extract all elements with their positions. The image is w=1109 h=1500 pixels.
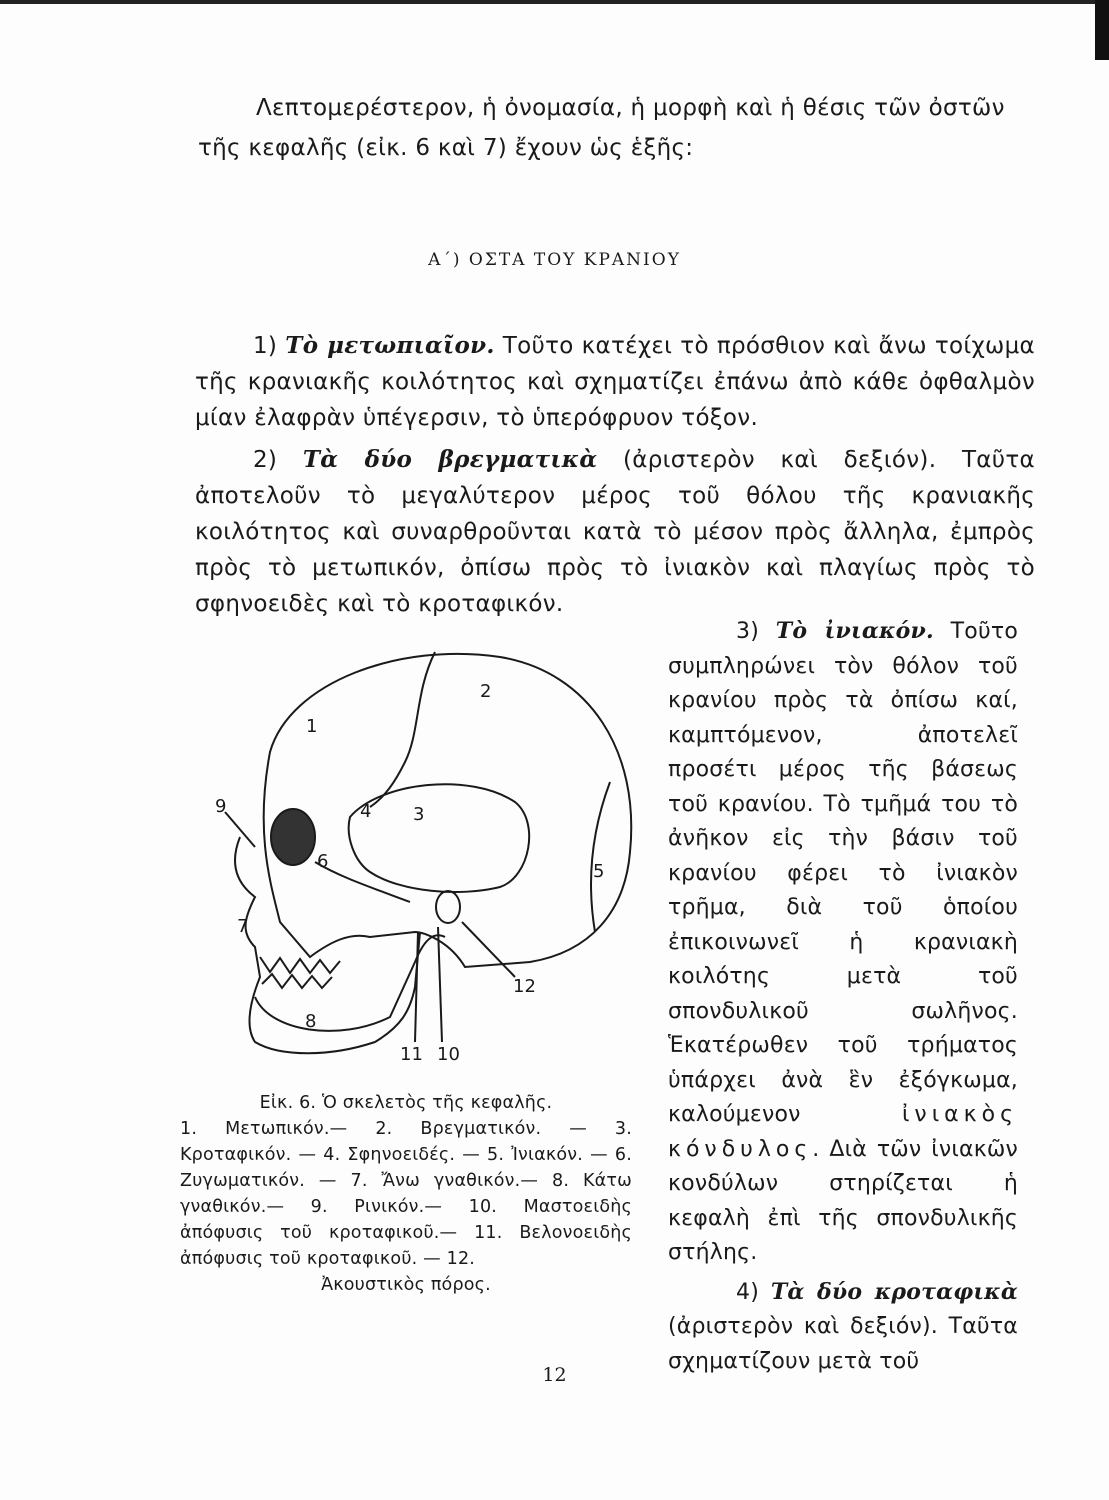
paragraph-title: Τὸ μετωπιαῖον.	[285, 332, 495, 359]
paragraph-number: 4)	[736, 1279, 759, 1305]
nasal-pointer	[225, 812, 255, 847]
figure-label: 12	[513, 976, 536, 997]
temporal-outline	[349, 784, 529, 892]
zygomatic-arch	[315, 862, 410, 902]
intro-line-1: Λεπτομερέστερον, ἡ ὀνομασία, ἡ μορφὴ καὶ ἡ θέσις τῶν ὀστῶν	[256, 95, 1005, 121]
lower-teeth	[262, 974, 332, 988]
figure-caption	[180, 1090, 632, 1298]
caption-title: Εἰκ. 6. Ὁ σκελετὸς τῆς κεφαλῆς.	[259, 1093, 553, 1113]
paragraph-frontal	[195, 328, 1035, 436]
intro-line-2: τῆς κεφαλῆς (εἰκ. 6 καὶ 7) ἔχουν ὡς ἑξῆς:	[198, 135, 694, 161]
coronal-suture	[370, 652, 435, 807]
intro-paragraph	[198, 88, 1038, 168]
paragraph-title: Τὰ δύο βρεγματικὰ	[302, 446, 598, 473]
cranium-outline	[264, 654, 632, 967]
skull-illustration	[200, 632, 640, 1072]
orbit	[271, 809, 315, 865]
figure-label: 1	[306, 716, 318, 737]
lambdoid-suture	[591, 782, 610, 932]
caption-last-line: Ἀκουστικὸς πόρος.	[321, 1275, 491, 1295]
paragraph-text: Τοῦτο συμπληρώνει τὸν θόλον τοῦ κρανίου πρὸς τὰ ὀπίσω καί, καμπτόμενον, ἀποτελεῖ προσέτι μέρος τῆς βάσεως τοῦ κρανίου. Τὸ τμῆμά του τὸ ἀνῆκον εἰς τὴν βάσιν τοῦ κρανίου φέρει τὸ ἰνιακὸν τρῆμα, διὰ τοῦ ὁποίου ἐπικοινωνεῖ ἡ κρανιακὴ κοιλότης μετὰ τοῦ σπονδυλικοῦ σωλῆνος. Ἑκατέρωθεν τοῦ τρήματος ὑπάρχει ἀνὰ ἓν ἐξόγκωμα, καλούμενον	[668, 619, 1018, 1127]
figure-label: 10	[437, 1044, 460, 1065]
figure-label: 9	[215, 796, 227, 817]
figure-label: 8	[305, 1011, 317, 1032]
figure-label: 2	[480, 681, 492, 702]
right-column	[668, 614, 1018, 1379]
paragraph-occipital	[668, 614, 1018, 1271]
mastoid-process	[438, 927, 442, 1042]
figure-label: 11	[400, 1044, 423, 1065]
paragraph-text: Τοῦτο κατέχει τὸ πρόσθιον καὶ ἄνω τοίχωμα τῆς κρανιακῆς κοιλότητος καὶ σχηματίζει ἐπάνω ἀπὸ κάθε ὀφθαλμὸν μίαν ἐλαφρὰν ὑπέγερσιν, τὸ ὑπερόφρυον τόξον.	[195, 333, 1035, 431]
figure-label: 6	[317, 851, 329, 872]
paragraph-title: Τὸ ἰνιακόν.	[775, 618, 934, 644]
paragraph-title: Τὰ δύο κροταφικὰ	[770, 1278, 1018, 1305]
paragraph-number: 2)	[253, 447, 278, 473]
figure-label: 5	[593, 861, 605, 882]
ear-canal	[436, 891, 460, 923]
caption-body: 1. Μετωπικόν.— 2. Βρεγματικόν. — 3. Κροταφικόν. — 4. Σφηνοειδές. — 5. Ἰνιακόν. — 6. Ζυγωματικόν. — 7. Ἄνω γναθικόν.— 8. Κάτω γναθικόν.— 9. Ρινικόν.— 10. Μαστοειδὴς ἀπόφυσις τοῦ κροταφικοῦ.— 11. Βελονοειδὴς ἀπόφυσις τοῦ κροταφικοῦ. — 12.	[180, 1119, 632, 1269]
paragraph-text: (ἀριστερὸν καὶ δεξιόν). Ταῦτα σχηματίζουν μετὰ τοῦ	[668, 1314, 1018, 1374]
section-heading: Α΄) ΟΣΤΑ ΤΟΥ ΚΡΑΝΙΟΥ	[428, 250, 681, 270]
spaced-term: ἰνιακὸς κόνδυλος	[668, 1102, 1018, 1162]
paragraph-number: 3)	[736, 619, 759, 644]
figure-label: 7	[237, 916, 249, 937]
paragraph-text: (ἀριστερὸν καὶ δεξιόν). Ταῦτα ἀποτελοῦν τὸ μεγαλύτερον μέρος τοῦ θόλου τῆς κρανιακῆς κοιλότητος καὶ συναρθροῦνται κατὰ τὸ μέσον πρὸς ἄλληλα, ἐμπρὸς πρὸς τὸ μετωπικόν, ὀπίσω πρὸς τὸ ἰνιακὸν καὶ πλαγίως πρὸς τὸ σφηνοειδὲς καὶ τὸ κροταφικόν.	[195, 447, 1035, 617]
scan-edge-right	[1095, 0, 1109, 60]
paragraph-number: 1)	[253, 333, 278, 359]
paragraph-parietal	[195, 442, 1035, 622]
scan-edge-top	[0, 0, 1109, 4]
figure-label: 4	[360, 801, 372, 822]
paragraph-text-end: . Διὰ τῶν ἰνιακῶν κονδύλων στηρίζεται ἡ κεφαλὴ ἐπὶ τῆς σπονδυλικῆς στήλης.	[668, 1136, 1018, 1265]
auditory-pointer	[462, 922, 515, 977]
upper-teeth	[260, 957, 340, 973]
page-number: 12	[542, 1364, 567, 1386]
figure-label: 3	[413, 804, 425, 825]
